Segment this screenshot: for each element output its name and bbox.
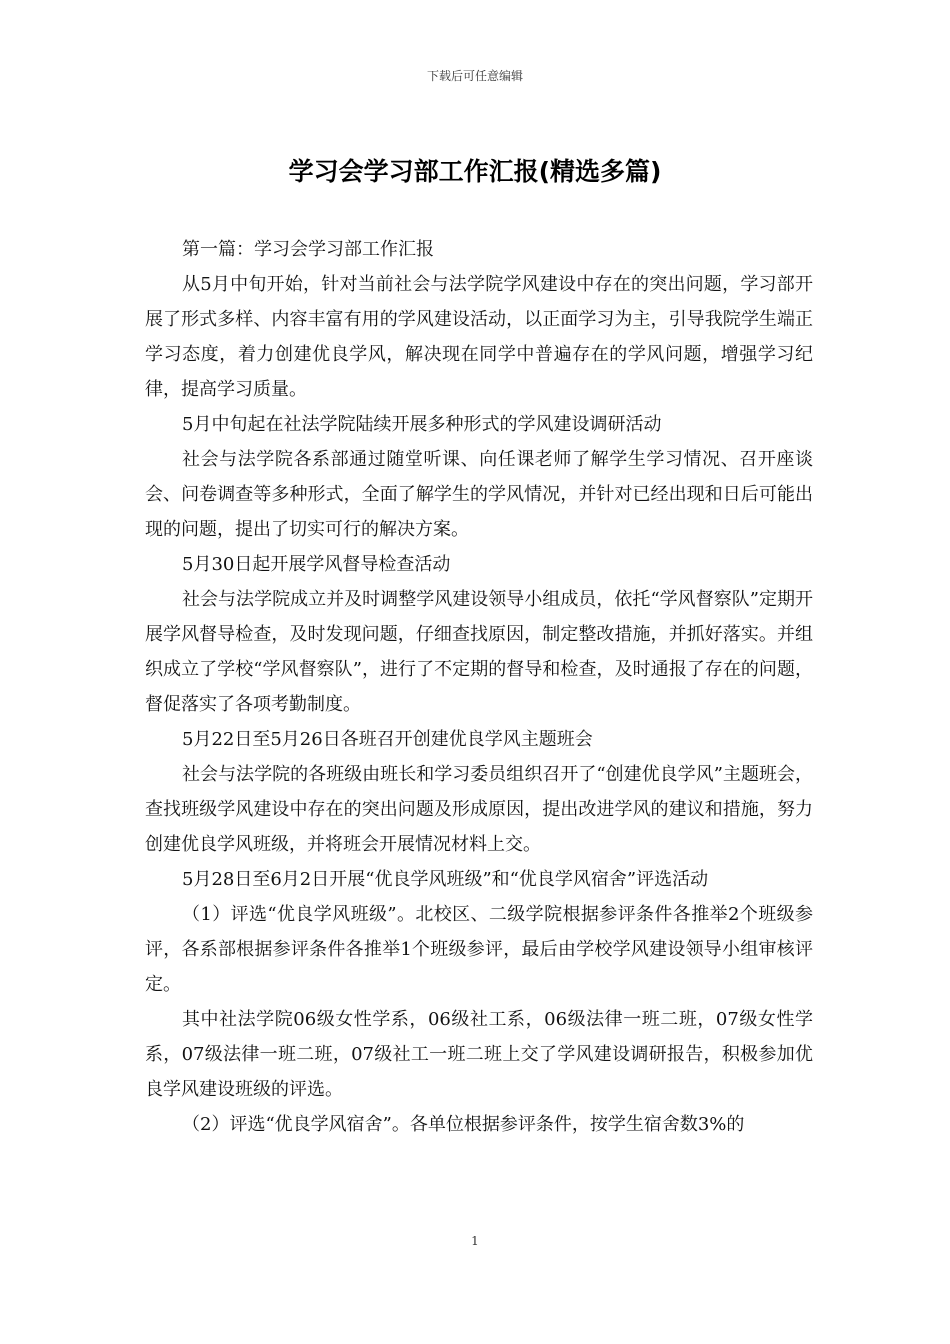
page-footer	[0, 1234, 950, 1248]
section-heading: 第一篇：学习会学习部工作汇报	[182, 239, 434, 260]
subheading: 5月中旬起在社法学院陆续开展多种形式的学风建设调研活动	[182, 414, 662, 435]
subheading: 5月22日至5月26日各班召开创建优良学风主题班会	[182, 729, 593, 750]
paragraph: 社会与法学院成立并及时调整学风建设领导小组成员，依托“学风督察队”定期开展学风督导检查，及时发现问题，仔细查找原因，制定整改措施，并抓好落实。并组织成立了学校“学风督察队”，进行了不定期的督导和检查，及时通报了存在的问题，督促落实了各项考勤制度。	[145, 589, 813, 715]
page-header	[0, 67, 950, 84]
paragraph: 社会与法学院的各班级由班长和学习委员组织召开了“创建优良学风”主题班会，查找班级学风建设中存在的突出问题及形成原因，提出改进学风的建议和措施，努力创建优良学风班级，并将班会开展情况材料上交。	[145, 764, 813, 855]
paragraph: 其中社法学院06级女性学系，06级社工系，06级法律一班二班，07级女性学系，07级法律一班二班，07级社工一班二班上交了学风建设调研报告，积极参加优良学风建设班级的评选。	[145, 1009, 813, 1100]
paragraph: （2）评选“优良学风宿舍”。各单位根据参评条件，按学生宿舍数3%的	[182, 1114, 745, 1135]
subheading: 5月28日至6月2日开展“优良学风班级”和“优良学风宿舍”评选活动	[182, 869, 709, 890]
paragraph: 社会与法学院各系部通过随堂听课、向任课老师了解学生学习情况、召开座谈会、问卷调查等多种形式，全面了解学生的学风情况，并针对已经出现和日后可能出现的问题，提出了切实可行的解决方案。	[145, 449, 813, 540]
paragraph: 从5月中旬开始，针对当前社会与法学院学风建设中存在的突出问题，学习部开展了形式多样、内容丰富有用的学风建设活动，以正面学习为主，引导我院学生端正学习态度，着力创建优良学风，解决现在同学中普遍存在的学风问题，增强学习纪律，提高学习质量。	[145, 274, 813, 400]
header-text: 下载后可任意编辑	[426, 69, 523, 83]
document-body	[145, 232, 813, 1142]
page-number: 1	[471, 1234, 479, 1248]
subheading: 5月30日起开展学风督导检查活动	[182, 554, 451, 575]
document-title: 学习会学习部工作汇报(精选多篇)	[288, 157, 662, 186]
paragraph: （1）评选“优良学风班级”。北校区、二级学院根据参评条件各推举2个班级参评，各系部根据参评条件各推举1个班级参评，最后由学校学风建设领导小组审核评定。	[145, 904, 813, 995]
